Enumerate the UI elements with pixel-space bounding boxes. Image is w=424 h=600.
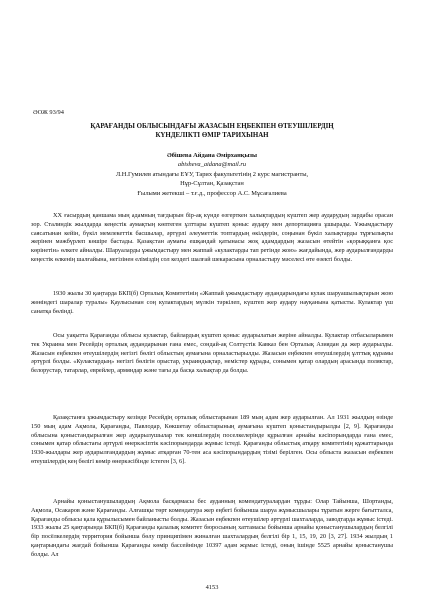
article-body bbox=[31, 212, 393, 265]
paragraph: ХХ ғасырдың қаншама мың адамның тағдырын бір-ақ күнде өзгерткен халықтардың күштеп жер аударудың зардабы орасан зор. Сталиндік жылдарда кеңестік аумақтың көптеген ұлттары күштеп қоныс аудару мен депортацияға ұшырады. Ұжымдастыру саясатынан кейін, бүкіл мемлекеттік басшылар, әртүрлі әлеуметтік топтардың өкілдерін, соңынан бүкіл халықтарды тұрғылықты жерінен мәжбүрлеп көшіре бастады. Қазақстан аумағы ешқандай қатынасы жоқ адамдардың жазасын өтейтін «қорыққанға қос көрінетін» өлкеге айналды. Шаруаларды ұжымдастыру мен жаппай «кулактарды тап ретінде жою» жағдайында, жер аударылғандарды кеңестік өлкенің шалғайына, негізінен еліміздің сол кездегі шалғай шекарасына орналастыру мәселесі өте өзекті болды. bbox=[31, 212, 393, 263]
udc-code: ӘОЖ 93/94 bbox=[33, 109, 64, 116]
paragraph: Осы уақытта Қарағанды облысы кулактар, байлардың күштеп қоныс аударылатын жеріне айналды. Кулактар отбасыларымен тек Украина мен Ресейдің орталық аудандарынан ғана емес, сондай-ақ Солтүстік Кавказ бен Орталық Азиядан да жер аударылды. Жазасын еңбекпен өтеушілердің негізгі бөлігі облыстың аумағына орналастырылды. Жазасын еңбекпен өтеушілердің ұлттық құрамы әртүрлі болды. «Кулактардың» негізгі бөлігін орыстар, украиндықтар, немістер құрады, сонымен қатар олардың арасында поляктар, белорустар, татарлар, еврейлер, армяндар және тағы да басқа халықтар да болды. bbox=[31, 332, 393, 374]
article-title-line-1: ҚАРАҒАНДЫ ОБЛЫСЫНДАҒЫ ЖАЗАСЫН ЕҢБЕКПЕН ӨТЕУШІЛЕРДІҢ bbox=[90, 123, 334, 130]
paragraph: Қазақстанға ұжымдастыру кезінде Ресейдің орталық облыстарынан 189 мың адам жер аударылған. Ал 1931 жылдың өзінде 150 мың адам Ақмола, Қарағанды, Павлодар, Көкшетау облыстарының аумағына күштеп қоныстандырылды [2, 9]. Қарағанды облысына қоныстандырылған жер аударылушылар тек кеншілердің поселкелерінде құрылған арнайы кәсіпорындарда ғана емес, сонымен қатар облыстағы әртүрлі өнеркәсіптік кәсіпорындарда жұмыс істеді. Қарағанды облыстық атқару комитетінің құжаттарында 1930-жылдары жер аударылғандардың жұмыс атқарған 70-тен аса кәсіпорындардың тізімі берілген. Осы облыста жазасын еңбекпен өтеушілердің кең бөлігі көмір өнеркәсібінде істеген [3, 6]. bbox=[31, 414, 393, 465]
author-block bbox=[20, 151, 404, 198]
article-body bbox=[31, 290, 393, 316]
author-email: abisheva_aidana@mail.ru bbox=[177, 161, 247, 169]
article-body bbox=[31, 414, 393, 467]
scientific-supervisor: Ғылыми жетекші – т.ғ.д., профессор А.С. Мұсағалиева bbox=[137, 189, 287, 197]
article-body bbox=[31, 332, 393, 376]
author-city: Нұр-Сұлтан, Қазақстан bbox=[180, 180, 244, 188]
article-title-line-2: КҮНДЕЛІКТІ ӨМІР ТАРИХЫНАН bbox=[155, 132, 269, 139]
page-number: 4153 bbox=[205, 584, 219, 591]
paragraph: Арнайы қоныстанушылардың Ақмола басқармасы бес ауданның комендатуралардан тұрды: Олар Тайынша, Шортанды, Ақмола, Осакаров және Қарағанды. Алғашқы төрт комендатура жер еңбегі бойынша шаруа жұмысшылары тұратын жерге бағытталса, Қарағанды облысы қала құрылысымен байланысты болды. Жазасын еңбекпен өтеушілер әртүрлі шахталарда, заводтарда жұмыс істеді. 1933 жылы 25 қаңтарында БКП(б) Қарағанды қалалық комитет бюросының хаттамасы бойынша арнайы қоныстанушылардың белгілі бір посёлкелердің территория бойынша бөлу принципімен жиналған шахталардың белгілі бір 1, 15, 19, 20 [3, 27]. 1934 жылдың 1 қаңтарындағы жағдай бойынша Қарағанды көмір бассейнінде 10397 адам жұмыс істеді, оның ішінде 5525 арнайы қоныстанушы болды. Ал bbox=[31, 498, 393, 558]
author-affiliation: Л.Н.Гумилев атындағы ЕҰУ, Тарих факультетінің 2 курс магистранты, bbox=[115, 170, 309, 178]
paragraph: 1930 жылы 30 қаңтарда БКП(б) Орталық Комитетінің «Жаппай ұжымдастыру аудандарындағы кулак шаруашылықтарын жою жөніндегі шаралар туралы» Қаулысынан соң кулактардың мүлкін тәркілеп, күштеп жер аудару науқанына қатысты. Кулактар үш санатқа бөлінді. bbox=[31, 290, 393, 315]
article-body bbox=[31, 498, 393, 559]
author-name: Әбішева Айдана Әмірханқызы bbox=[167, 152, 257, 159]
